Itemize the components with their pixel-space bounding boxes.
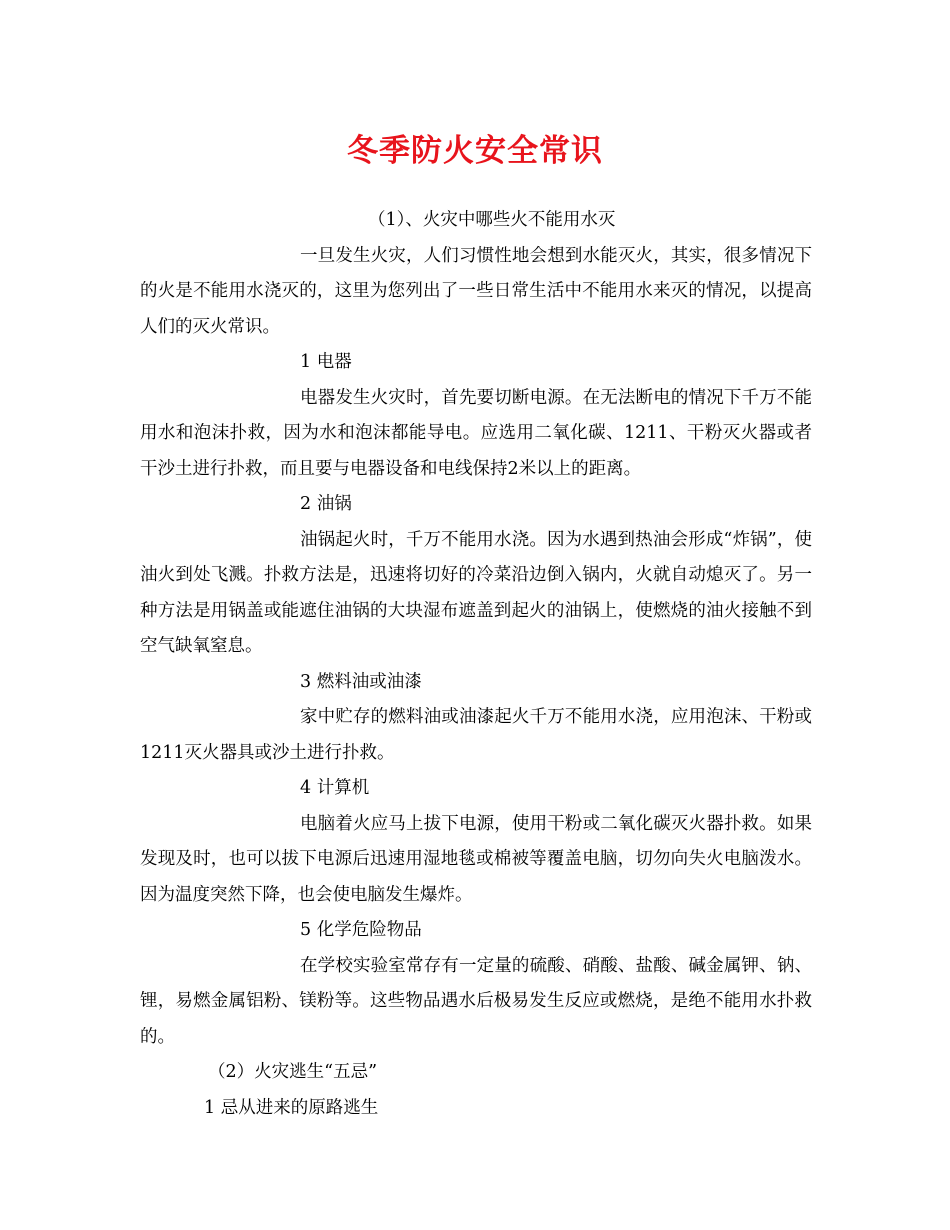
item-text-computer: 电脑着火应马上拔下电源，使用干粉或二氧化碳灭火器扑救。如果发现及时，也可以拔下电源后迅速用湿地毯或棉被等覆盖电脑，切勿向失火电脑泼水。因为温度突然下降，也会使电脑发生爆炸。 [140,813,812,905]
item-heading-chemicals: 5 化学危险物品 [300,920,422,940]
item-heading-computer: 4 计算机 [300,778,370,798]
item-text-fuel-paint: 家中贮存的燃料油或油漆起火千万不能用水浇，应用泡沫、干粉或1211灭火器具或沙土进行扑救。 [140,707,812,763]
section1-heading: （1）、火灾中哪些火不能用水灭 [368,210,616,230]
item-text-chemicals: 在学校实验室常存有一定量的硫酸、硝酸、盐酸、碱金属钾、钠、锂，易燃金属铝粉、镁粉等。这些物品遇水后极易发生反应或燃烧，是绝不能用水扑救的。 [140,955,812,1047]
section1-intro: 一旦发生火灾，人们习惯性地会想到水能灭火，其实，很多情况下的火是不能用水浇灭的，这里为您列出了一些日常生活中不能用水来灭的情况，以提高人们的灭火常识。 [140,245,812,337]
item-text-electrical: 电器发生火灾时，首先要切断电源。在无法断电的情况下千万不能用水和泡沫扑救，因为水和泡沫都能导电。应选用二氧化碳、1211、干粉灭火器或者干沙土进行扑救，而且要与电器设备和电线保持2米以上的距离。 [140,387,812,479]
item-heading-fuel-paint: 3 燃料油或油漆 [300,671,422,692]
document-title: 冬季防火安全常识 [347,133,603,169]
section2-first-item: 1 忌从进来的原路逃生 [204,1097,379,1118]
section2-heading: （2）火灾逃生“五忌” [208,1062,378,1082]
item-text-oil-pan: 油锅起火时，千万不能用水浇。因为水遇到热油会形成“炸锅”，使油火到处飞溅。扑救方法是，迅速将切好的冷菜沿边倒入锅内，火就自动熄灭了。另一种方法是用锅盖或能遮住油锅的大块湿布遮盖到起火的油锅上，使燃烧的油火接触不到空气缺氧窒息。 [140,529,812,656]
item-heading-electrical: 1 电器 [300,352,352,372]
document-body [140,203,812,1126]
item-heading-oil-pan: 2 油锅 [300,494,352,514]
